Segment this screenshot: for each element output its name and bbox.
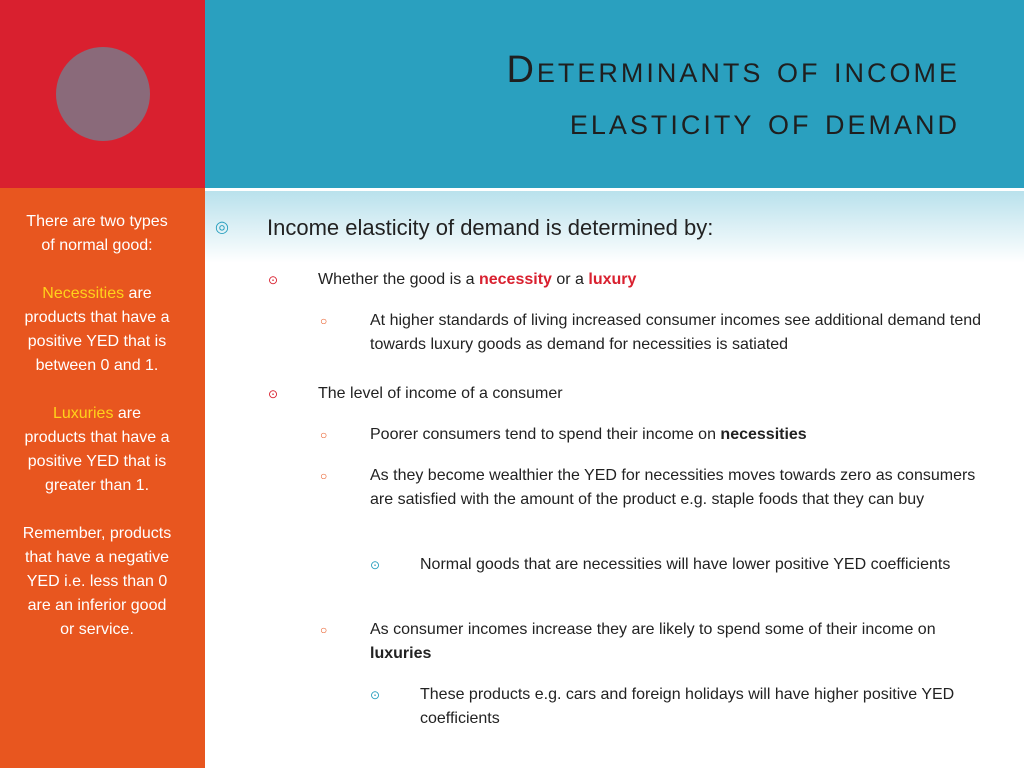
sub-bullet-incomes-increase (320, 618, 1000, 666)
sub-bullet-text: At higher standards of living increased consumer incomes see additional demand tend towards luxury goods as demand for necessities is satiated (370, 312, 982, 353)
title-line-1: Determinants of income (506, 49, 960, 91)
sidebar-paragraph-2 (22, 282, 172, 378)
slide-title (240, 44, 960, 148)
necessity-term: necessity (478, 271, 552, 288)
ring-bullet-icon: ○ (320, 623, 328, 637)
text-fragment: As consumer incomes increase they are likely to spend some of their income on (370, 621, 936, 638)
luxuries-bold: luxuries (370, 645, 432, 662)
sidebar-note (22, 210, 172, 666)
bullet-text (318, 268, 968, 292)
text-fragment: Whether the good is a (318, 271, 479, 288)
sub-bullet-text: As they become wealthier the YED for necessities moves towards zero as consumers are satisfied with the amount of the product e.g. staple foods that they can buy (370, 467, 976, 508)
sub-sub-bullet-cars-holidays (370, 683, 1000, 731)
sub-sub-bullet-normal-goods (370, 553, 1000, 577)
necessities-definition: are products that have a positive YED that is between 0 and 1. (24, 285, 170, 374)
ring-bullet-icon: ○ (320, 469, 328, 483)
main-bullet-text: Income elasticity of demand is determined by: (267, 215, 714, 240)
sub-sub-bullet-text: These products e.g. cars and foreign holidays will have higher positive YED coefficients (420, 686, 955, 727)
sub-bullet-text (370, 618, 1000, 666)
sidebar-paragraph-3 (22, 402, 172, 498)
necessities-term: Necessities (42, 285, 125, 302)
bullet-necessity-or-luxury (268, 268, 968, 292)
luxuries-term: Luxuries (52, 405, 114, 422)
ring-bullet-icon: ○ (320, 428, 328, 442)
sub-sub-bullet-text: Normal goods that are necessities will have lower positive YED coefficients (420, 556, 951, 573)
main-bullet (215, 214, 713, 242)
decorative-circle (56, 47, 150, 141)
title-line-2: elasticity of demand (569, 101, 960, 143)
sub-bullet-poorer-consumers (320, 423, 1000, 447)
sub-bullet-higher-standards (320, 309, 1000, 357)
target-bullet-icon: ⊙ (370, 558, 381, 572)
target-bullet-icon: ⊙ (268, 387, 279, 401)
luxuries-definition: are products that have a positive YED that is greater than 1. (24, 405, 170, 494)
necessities-bold: necessities (720, 426, 807, 443)
target-bullet-icon: ⊙ (370, 688, 381, 702)
target-bullet-icon: ⊙ (268, 273, 279, 287)
text-fragment: Poorer consumers tend to spend their income on (370, 426, 721, 443)
luxury-term: luxury (588, 271, 637, 288)
sidebar-paragraph-4: Remember, products that have a negative YED i.e. less than 0 are an inferior good or service. (22, 525, 172, 638)
sidebar-paragraph-1: There are two types of normal good: (26, 213, 168, 254)
bullet-text: The level of income of a consumer (318, 385, 563, 402)
bullet-income-level (268, 382, 968, 406)
ring-bullet-icon: ○ (320, 314, 328, 328)
concentric-circle-bullet-icon: ◎ (215, 219, 229, 236)
text-fragment: or a (551, 271, 589, 288)
sub-bullet-text (370, 423, 1000, 447)
sub-bullet-wealthier (320, 464, 1000, 512)
